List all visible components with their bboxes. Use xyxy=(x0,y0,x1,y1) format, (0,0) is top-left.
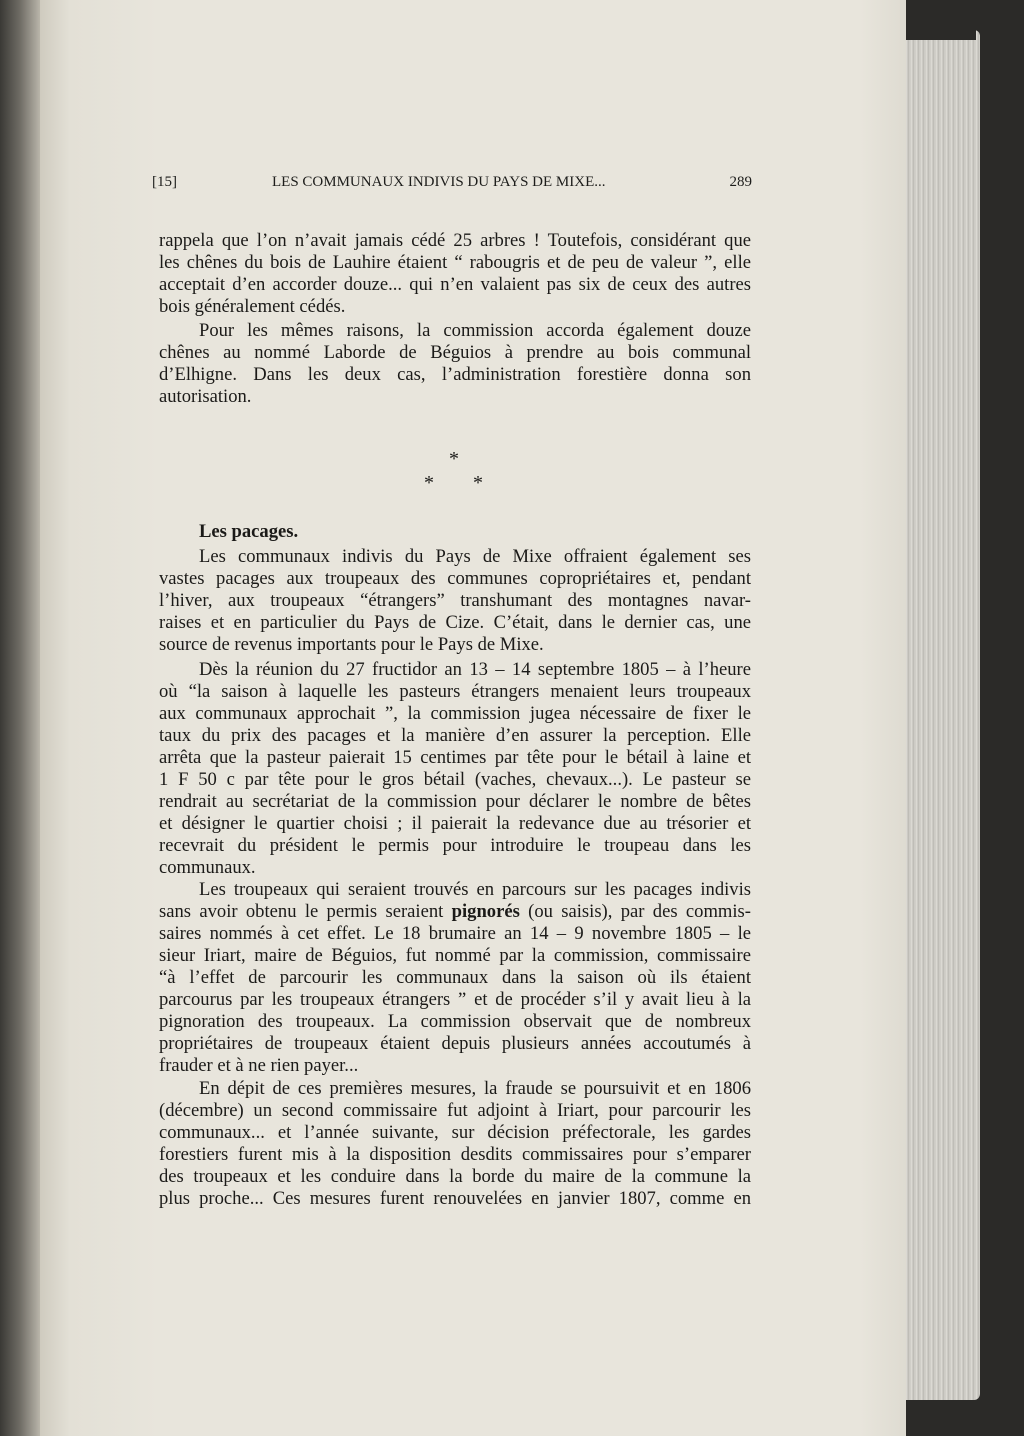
text-line xyxy=(159,835,751,857)
text-segment: et désigner le quartier choisi ; il paierait la redevance due au trésorier et xyxy=(159,813,751,834)
separator-asterisk: * xyxy=(473,472,483,494)
text-line xyxy=(159,879,751,901)
text-segment: d’Elhigne. Dans les deux cas, l’administration forestière donna son xyxy=(159,364,751,385)
text-segment: 1 F 50 c par tête pour le gros bétail (vaches, chevaux...). Le pasteur se xyxy=(159,769,751,790)
text-line xyxy=(159,1100,751,1122)
text-segment: taux du prix des pacages et la manière d’en assurer la perception. Elle xyxy=(159,725,751,746)
text-segment: chênes au nommé Laborde de Béguios à prendre au bois communal xyxy=(159,342,751,363)
page-number: 289 xyxy=(729,174,752,190)
running-title: LES COMMUNAUX INDIVIS DU PAYS DE MIXE... xyxy=(272,174,606,190)
text-line xyxy=(159,274,751,296)
text-line xyxy=(159,791,751,813)
text-segment: communaux. xyxy=(159,857,256,878)
text-line xyxy=(159,703,751,725)
text-segment: source de revenus importants pour le Pays de Mixe. xyxy=(159,634,544,655)
text-segment: sans avoir obtenu le permis seraient xyxy=(159,901,452,922)
paragraph xyxy=(159,320,751,408)
paragraph xyxy=(159,546,751,656)
text-segment: raises et en particulier du Pays de Cize. C’était, dans le dernier cas, une xyxy=(159,612,751,633)
text-segment: pignoration des troupeaux. La commission observait que de nombreux xyxy=(159,1011,751,1032)
text-line xyxy=(159,568,751,590)
text-line xyxy=(159,612,751,634)
text-line xyxy=(159,967,751,989)
text-segment: les chênes du bois de Lauhire étaient “ rabougris et de peu de valeur ”, elle xyxy=(159,252,751,273)
text-line xyxy=(159,230,751,252)
text-segment: rappela que l’on n’avait jamais cédé 25 arbres ! Toutefois, considérant que xyxy=(159,230,751,251)
text-line xyxy=(159,364,751,386)
text-segment: Pour les mêmes raisons, la commission accorda également douze xyxy=(199,320,751,341)
text-segment: arrêta que la pasteur paierait 15 centimes par tête pour le bétail à laine et xyxy=(159,747,751,768)
text-line xyxy=(159,945,751,967)
text-line xyxy=(159,747,751,769)
paragraph xyxy=(159,230,751,318)
paragraph xyxy=(159,659,751,879)
background xyxy=(906,0,976,40)
section-number: [15] xyxy=(152,174,177,190)
text-line xyxy=(159,769,751,791)
text-segment: En dépit de ces premières mesures, la fraude se poursuivit et en 1806 xyxy=(199,1078,751,1099)
text-segment: bois généralement cédés. xyxy=(159,296,346,317)
text-segment: saires nommés à cet effet. Le 18 brumaire an 14 – 9 novembre 1805 – le xyxy=(159,923,751,944)
text-line xyxy=(159,1122,751,1144)
text-line xyxy=(159,857,751,879)
text-line xyxy=(159,725,751,747)
text-line xyxy=(159,1078,751,1100)
text-segment: (décembre) un second commissaire fut adjoint à Iriart, pour parcourir les xyxy=(159,1100,751,1121)
text-line xyxy=(159,634,751,656)
text-segment: où “la saison à laquelle les pasteurs étrangers menaient leurs troupeaux xyxy=(159,681,751,702)
text-segment: sieur Iriart, maire de Béguios, fut nommé par la commission, commissaire xyxy=(159,945,751,966)
running-head xyxy=(152,174,752,194)
section-heading: Les pacages. xyxy=(199,521,299,542)
text-line xyxy=(159,1033,751,1055)
paragraph xyxy=(159,1078,751,1210)
text-line xyxy=(159,659,751,681)
text-line xyxy=(159,590,751,612)
text-segment: communaux... et l’année suivante, sur décision préfectorale, les gardes xyxy=(159,1122,751,1143)
text-line xyxy=(159,320,751,342)
text-segment: (ou saisis), par des commis- xyxy=(519,901,751,922)
text-segment: rendrait au secrétariat de la commission pour déclarer le nombre de bêtes xyxy=(159,791,751,812)
text-line xyxy=(159,342,751,364)
bold-term: pignorés xyxy=(451,901,520,922)
text-line xyxy=(159,813,751,835)
text-segment: vastes pacages aux troupeaux des communes copropriétaires et, pendant xyxy=(159,568,751,589)
text-segment: parcourus par les troupeaux étrangers ” et de procéder s’il y avait lieu à la xyxy=(159,989,751,1010)
paragraph xyxy=(159,879,751,1077)
text-line xyxy=(159,252,751,274)
text-segment: frauder et à ne rien payer... xyxy=(159,1055,359,1076)
text-line xyxy=(159,1144,751,1166)
text-segment: l’hiver, aux troupeaux “étrangers” transhumant des montagnes navar- xyxy=(159,590,751,611)
page-stack-edges xyxy=(900,30,980,1400)
text-line xyxy=(159,681,751,703)
text-line xyxy=(159,923,751,945)
separator-asterisk: * xyxy=(449,448,459,470)
text-line xyxy=(159,546,751,568)
text-segment: Dès la réunion du 27 fructidor an 13 – 14 septembre 1805 – à l’heure xyxy=(199,659,751,680)
text-segment: aux communaux approchait ”, la commission jugea nécessaire de fixer le xyxy=(159,703,751,724)
text-segment: autorisation. xyxy=(159,386,252,407)
text-line xyxy=(159,1188,751,1210)
text-segment: “à l’effet de parcourir les communaux dans la saison où ils étaient xyxy=(159,967,751,988)
text-segment: plus proche... Ces mesures furent renouvelées en janvier 1807, comme en xyxy=(159,1188,751,1209)
text-line xyxy=(159,1055,751,1077)
text-segment: Les troupeaux qui seraient trouvés en parcours sur les pacages indivis xyxy=(199,879,751,900)
text-line xyxy=(159,296,751,318)
text-segment: propriétaires de troupeaux étaient depuis plusieurs années accoutumés à xyxy=(159,1033,751,1054)
text-line xyxy=(159,386,751,408)
separator-asterisk: * xyxy=(424,472,434,494)
text-segment: recevrait du président le permis pour introduire le troupeau dans les xyxy=(159,835,751,856)
text-line xyxy=(159,1011,751,1033)
text-segment: des troupeaux et les conduire dans la borde du maire de la commune la xyxy=(159,1166,751,1187)
text-segment: Les communaux indivis du Pays de Mixe offraient également ses xyxy=(199,546,751,567)
text-segment: forestiers furent mis à la disposition desdits commissaires pour s’emparer xyxy=(159,1144,751,1165)
text-line xyxy=(159,901,751,923)
text-segment: acceptait d’en accorder douze... qui n’en valaient pas six de ceux des autres xyxy=(159,274,751,295)
text-line xyxy=(159,1166,751,1188)
text-line xyxy=(159,989,751,1011)
